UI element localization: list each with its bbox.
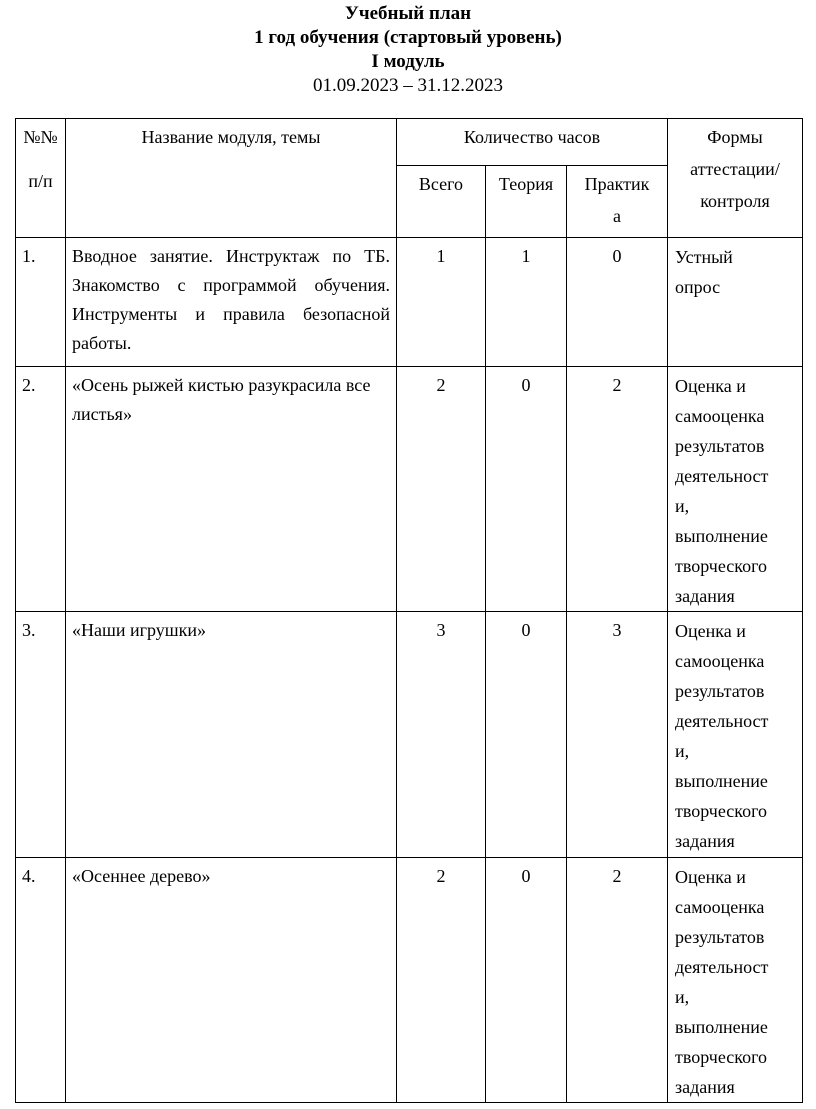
row-form-line: выполнение — [675, 1017, 768, 1037]
row-practice: 2 — [612, 375, 622, 395]
header-total-label: Всего — [418, 174, 464, 194]
row-theory: 0 — [521, 620, 531, 640]
row-form-line: творческого — [675, 556, 768, 576]
row-form-line: деятельност — [675, 711, 769, 731]
module-dates: 01.09.2023 – 31.12.2023 — [313, 75, 503, 96]
row-form-line: и, — [675, 496, 690, 516]
row-name-cell — [66, 858, 397, 1103]
header-cell-forms — [668, 119, 803, 238]
header-practice-line1: Практик — [584, 174, 650, 194]
table-row — [16, 238, 803, 367]
row-total: 1 — [436, 246, 446, 266]
row-name-cell — [66, 367, 397, 612]
document-header — [0, 2, 816, 98]
row-name: «Наши игрушки» — [72, 620, 206, 640]
row-theory: 1 — [521, 246, 531, 266]
row-number: 2. — [22, 375, 36, 395]
row-practice-cell — [567, 367, 668, 612]
row-form-line: и, — [675, 741, 690, 761]
document-title: Учебный план — [344, 3, 472, 24]
row-form-line: Оценка и — [675, 376, 746, 396]
row-total: 2 — [436, 866, 446, 886]
row-form-line: Оценка и — [675, 867, 746, 887]
row-theory-cell — [486, 858, 567, 1103]
table-header-row — [16, 119, 803, 166]
header-cell-practice — [567, 166, 668, 238]
row-theory: 0 — [521, 866, 531, 886]
row-form-line: результатов — [675, 436, 765, 456]
row-theory-cell — [486, 367, 567, 612]
header-number-line1: №№ — [23, 127, 58, 147]
row-name-cell — [66, 238, 397, 367]
row-form-line: задания — [675, 1077, 735, 1097]
row-total: 3 — [436, 620, 446, 640]
row-number: 1. — [22, 246, 36, 266]
table-row — [16, 858, 803, 1103]
row-number-cell — [16, 238, 66, 367]
row-form-line: деятельност — [675, 957, 769, 977]
row-form-line: и, — [675, 987, 690, 1007]
module-title: I модуль — [371, 51, 445, 72]
row-form-cell — [668, 858, 803, 1103]
row-form-line: творческого — [675, 801, 768, 821]
header-name-label: Название модуля, темы — [141, 127, 321, 147]
table-row — [16, 612, 803, 858]
row-name: Вводное занятие. Инструктаж по ТБ. Знакомство с программой обучения. Инструменты и правила безопасной работы. — [72, 246, 390, 353]
curriculum-table — [15, 118, 803, 1103]
header-cell-name — [66, 119, 397, 238]
row-form-line: творческого — [675, 1047, 768, 1067]
header-cell-number — [16, 119, 66, 238]
header-forms-line3: контроля — [700, 191, 770, 211]
row-total-cell — [397, 858, 486, 1103]
row-form-line: результатов — [675, 681, 765, 701]
document-subtitle: 1 год обучения (стартовый уровень) — [254, 27, 562, 48]
header-hours-label: Количество часов — [463, 127, 601, 147]
row-number-cell — [16, 612, 66, 858]
header-forms-line1: Формы — [707, 127, 763, 147]
row-theory: 0 — [521, 375, 531, 395]
row-total-cell — [397, 238, 486, 367]
row-practice-cell — [567, 612, 668, 858]
row-form-cell — [668, 238, 803, 367]
row-number-cell — [16, 858, 66, 1103]
row-practice-cell — [567, 858, 668, 1103]
row-total-cell — [397, 367, 486, 612]
row-theory-cell — [486, 238, 567, 367]
row-form-line: деятельност — [675, 466, 769, 486]
row-number-cell — [16, 367, 66, 612]
row-form-cell — [668, 612, 803, 858]
row-name-cell — [66, 612, 397, 858]
row-form-line: задания — [675, 586, 735, 606]
header-forms-line2: аттестации/ — [690, 159, 780, 179]
row-name: «Осень рыжей кистью разукрасила все листья» — [72, 375, 371, 424]
row-form-line: самооценка — [675, 406, 765, 426]
row-form-line: выполнение — [675, 771, 768, 791]
row-practice: 2 — [612, 866, 622, 886]
header-theory-label: Теория — [498, 174, 554, 194]
row-form-line: результатов — [675, 927, 765, 947]
row-form-line: задания — [675, 831, 735, 851]
row-practice: 3 — [612, 620, 622, 640]
row-number: 3. — [22, 620, 36, 640]
row-form-line: выполнение — [675, 526, 768, 546]
header-cell-hours — [397, 119, 668, 166]
header-number-line2: п/п — [28, 171, 53, 191]
row-form-cell — [668, 367, 803, 612]
row-form-line: Устный — [675, 247, 733, 267]
row-theory-cell — [486, 612, 567, 858]
row-form-line: опрос — [675, 277, 721, 297]
row-practice: 0 — [612, 246, 622, 266]
row-form-line: самооценка — [675, 897, 765, 917]
row-form-line: Оценка и — [675, 621, 746, 641]
row-total: 2 — [436, 375, 446, 395]
header-practice-line2: а — [613, 206, 621, 226]
table-row — [16, 367, 803, 612]
row-total-cell — [397, 612, 486, 858]
header-cell-total — [397, 166, 486, 238]
row-form-line: самооценка — [675, 651, 765, 671]
header-cell-theory — [486, 166, 567, 238]
row-name: «Осеннее дерево» — [72, 866, 211, 886]
row-practice-cell — [567, 238, 668, 367]
row-number: 4. — [22, 866, 36, 886]
